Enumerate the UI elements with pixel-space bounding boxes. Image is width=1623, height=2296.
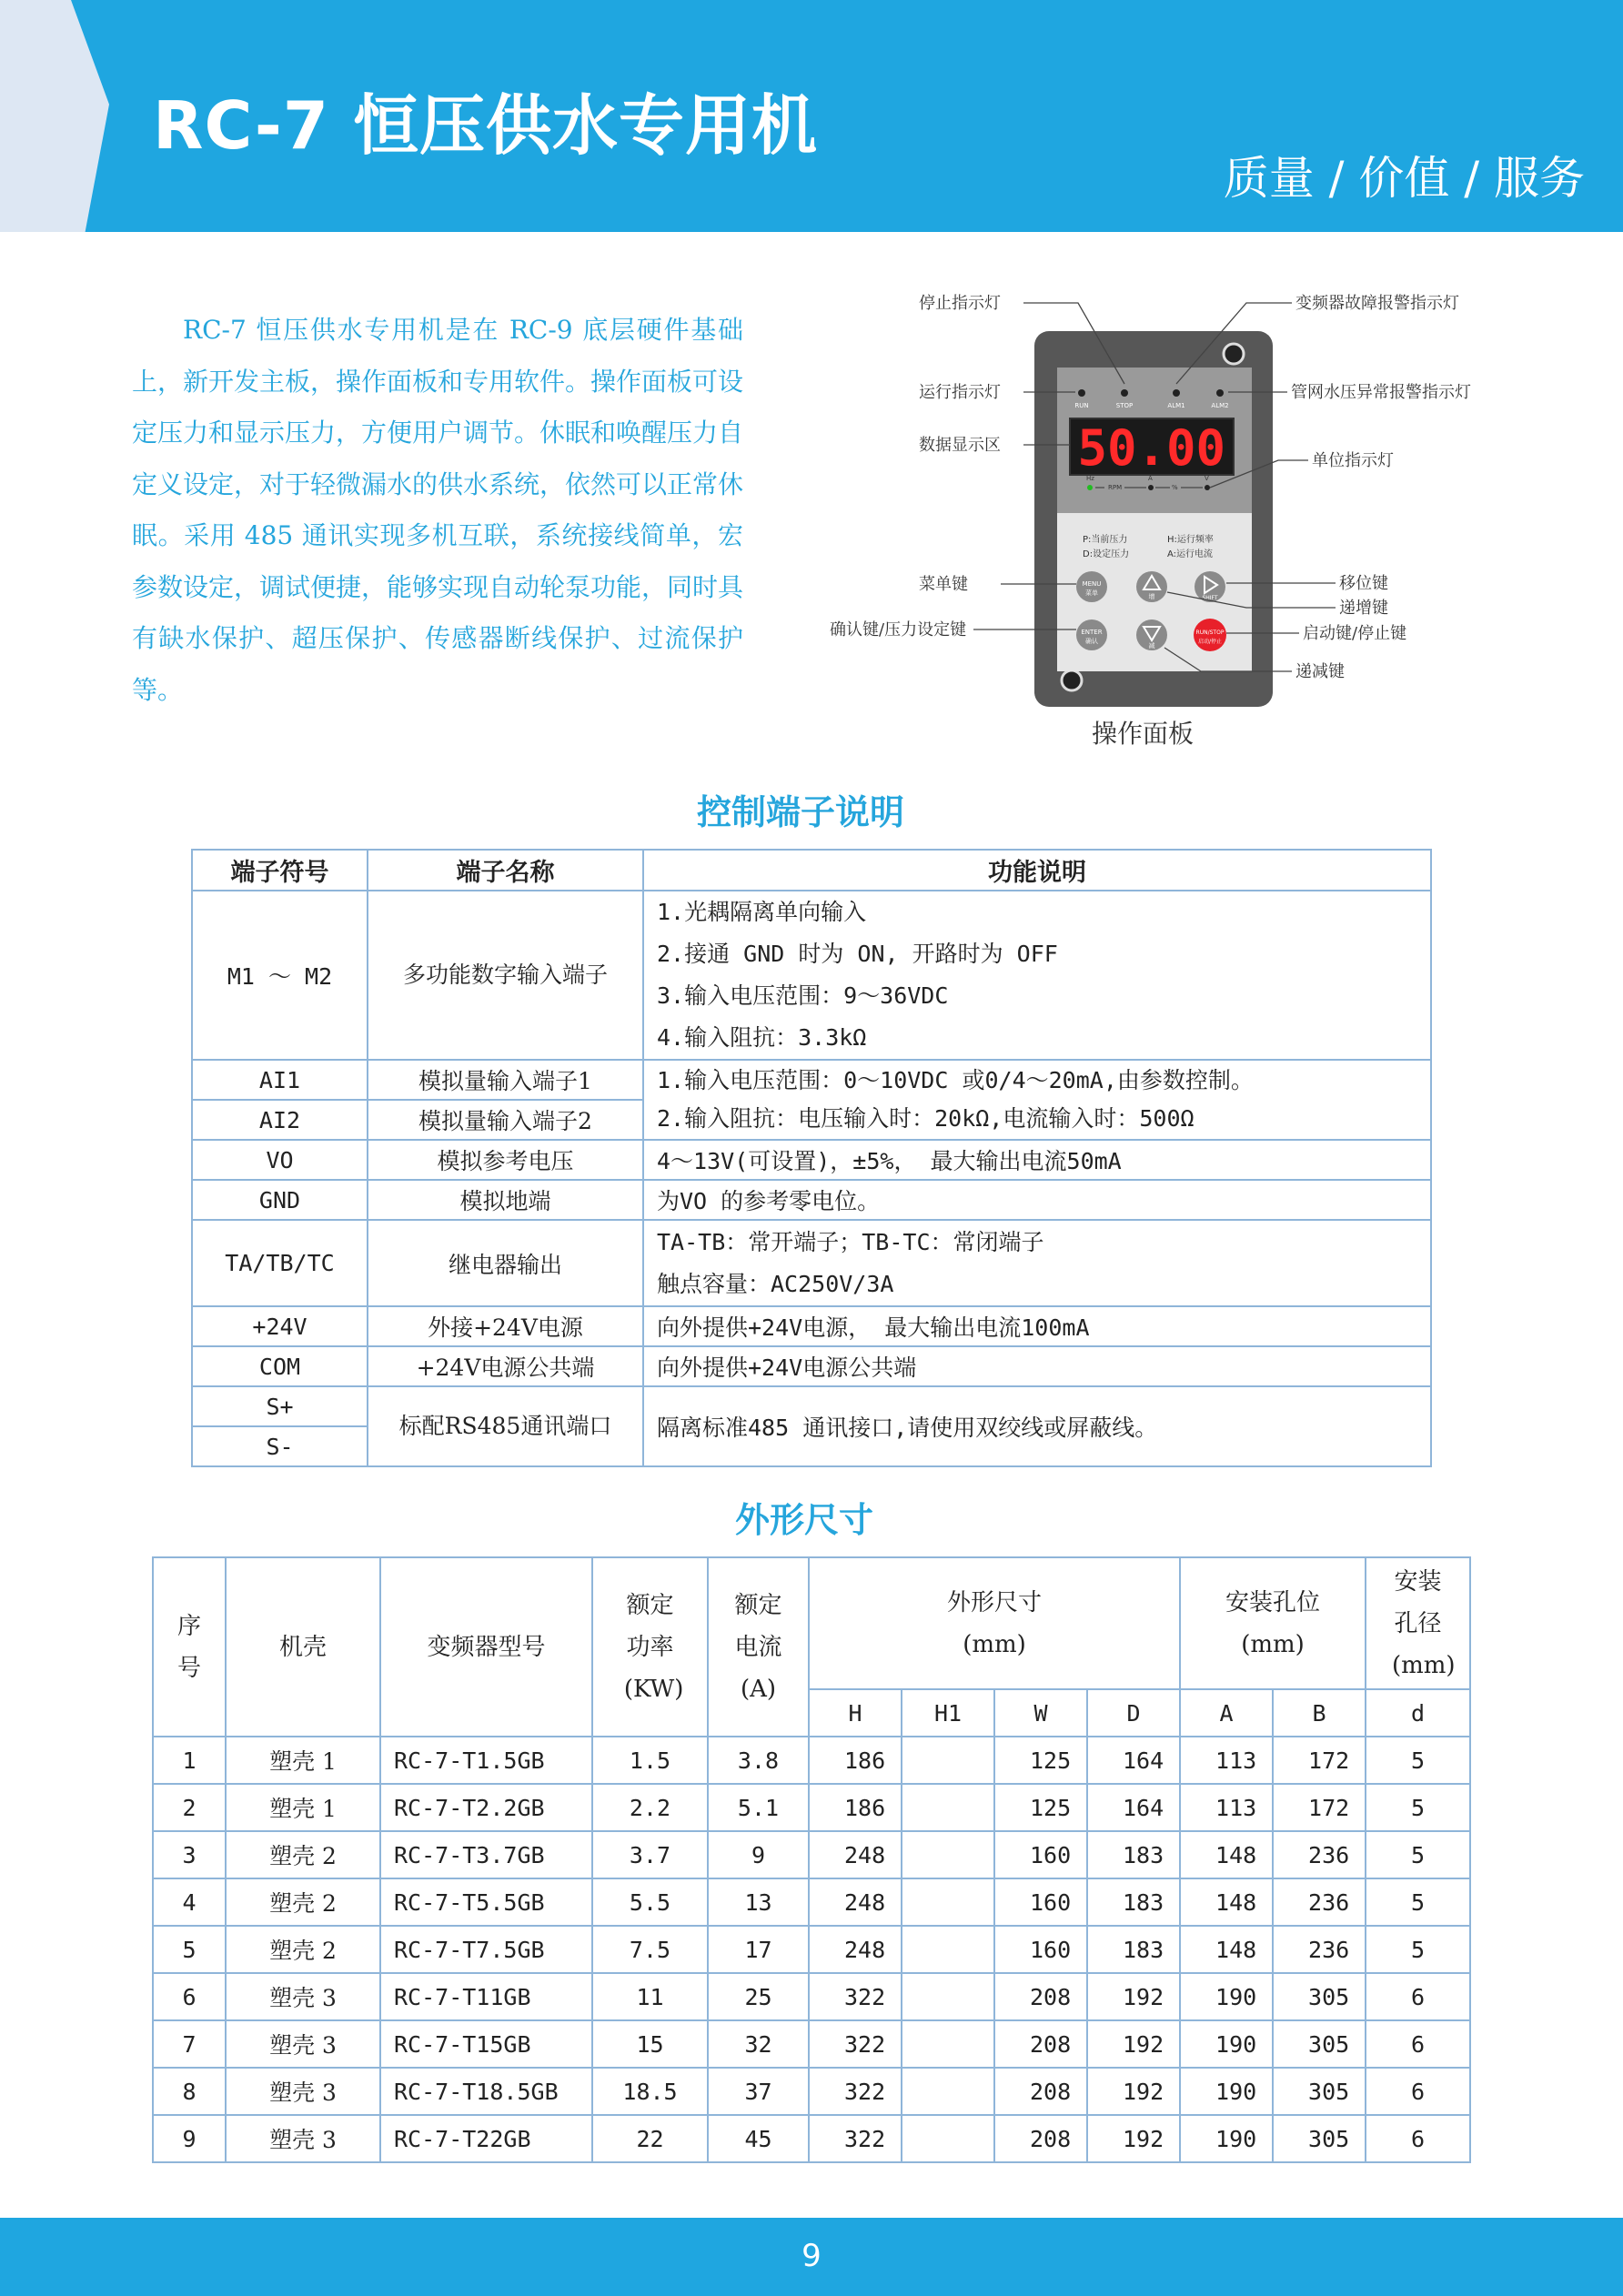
terminal-function — [643, 1220, 1431, 1306]
terminal-name: +24V电源公共端 — [368, 1346, 643, 1386]
column-header: H — [809, 1689, 902, 1737]
terminal-symbol: S- — [192, 1426, 368, 1466]
column-header: B — [1273, 1689, 1366, 1737]
svg-text:A:运行电流: A:运行电流 — [1167, 549, 1214, 559]
terminal-symbol: AI2 — [192, 1100, 368, 1140]
svg-text:D:设定压力: D:设定压力 — [1083, 549, 1130, 559]
table-row: 2 塑壳 1 RC-7-T2.2GB 2.2 5.1 186 125 164 113 172 5 — [153, 1784, 1470, 1831]
up-key — [1136, 571, 1167, 602]
alm1-light-icon — [1173, 389, 1180, 397]
indicator-label-stop: STOP — [1115, 402, 1134, 409]
function-line: 2.输入阻抗：电压输入时：20kΩ,电流输入时：500Ω — [657, 1105, 1195, 1132]
terminal-function: 向外提供+24V电源公共端 — [643, 1346, 1431, 1386]
callout-run-light: 运行指示灯 — [919, 383, 1001, 402]
terminal-symbol: M1 ～ M2 — [192, 891, 368, 1060]
operation-panel-figure — [819, 273, 1510, 764]
page-title: RC-7 恒压供水专用机 — [153, 87, 818, 164]
terminal-name: 模拟量输入端子2 — [368, 1100, 643, 1140]
table-row — [192, 1140, 1431, 1180]
terminal-name: 标配RS485通讯端口 — [368, 1386, 643, 1466]
table-row: 7 塑壳 3 RC-7-T15GB 15 32 322 208 192 190 305 6 — [153, 2020, 1470, 2068]
function-line: 触点容量：AC250V/3A — [657, 1270, 894, 1297]
header-tab-decoration — [0, 0, 109, 232]
svg-text:V: V — [1205, 475, 1209, 482]
dims-body — [153, 1737, 1470, 2162]
column-header: 额定电流(A) — [708, 1557, 809, 1737]
column-header: D — [1087, 1689, 1180, 1737]
svg-text:Hz: Hz — [1086, 475, 1094, 482]
terminal-function — [643, 891, 1431, 1060]
svg-text:减: 减 — [1148, 642, 1155, 650]
function-line: 3.输入电压范围：9～36VDC — [657, 982, 949, 1009]
column-header: 变频器型号 — [380, 1557, 592, 1737]
svg-text:启动/停止: 启动/停止 — [1197, 639, 1223, 645]
table-header-row — [192, 850, 1431, 891]
callout-unit-light: 单位指示灯 — [1312, 451, 1394, 470]
svg-text:增: 增 — [1148, 593, 1155, 600]
table-row — [192, 1220, 1431, 1306]
table-row — [192, 1386, 1431, 1426]
stop-light-icon — [1121, 389, 1128, 397]
indicator-label-alm2: ALM2 — [1211, 402, 1229, 409]
table-row: 9 塑壳 3 RC-7-T22GB 22 45 322 208 192 190 305 6 — [153, 2115, 1470, 2162]
dims-section-title: 外形尺寸 — [735, 1499, 874, 1540]
terminal-name: 模拟量输入端子1 — [368, 1060, 643, 1100]
intro-paragraph: RC-7 恒压供水专用机是在 RC-9 底层硬件基础上，新开发主板，操作面板和专用软件。操作面板可设定压力和显示压力，方便用户调节。休眠和唤醒压力自定义设定，对于轻微漏水的供水系统，依然可以正常休眠。采用 485 通讯实现多机互联，系统接线简单，宏参数设定，调试便捷，能够实现自动轮泵功能，同时具有缺水保护、超压保护、传感器断线保护、过流保护等。 — [132, 315, 744, 705]
table-row — [192, 1346, 1431, 1386]
callout-fault-alarm: 变频器故障报警指示灯 — [1295, 294, 1459, 313]
terminal-function: 向外提供+24V电源， 最大输出电流100mA — [643, 1306, 1431, 1346]
table-row: 5 塑壳 2 RC-7-T7.5GB 7.5 17 248 160 183 148 236 5 — [153, 1926, 1470, 1973]
svg-text:P:当前压力: P:当前压力 — [1083, 535, 1128, 545]
table-row — [192, 891, 1431, 1060]
run-light-icon — [1078, 389, 1085, 397]
function-line: 1.光耦隔离单向输入 — [657, 899, 867, 925]
terminal-symbol: TA/TB/TC — [192, 1220, 368, 1306]
column-header: 安装孔径(mm) — [1366, 1557, 1470, 1689]
callout-shift-key: 移位键 — [1339, 574, 1388, 593]
table-row: 4 塑壳 2 RC-7-T5.5GB 5.5 13 248 160 183 148 236 5 — [153, 1878, 1470, 1926]
terminal-symbol: S+ — [192, 1386, 368, 1426]
svg-text:H:运行频率: H:运行频率 — [1167, 535, 1214, 545]
column-header: d — [1366, 1689, 1470, 1737]
menu-key — [1076, 571, 1107, 602]
indicator-label-run: RUN — [1074, 402, 1089, 409]
table-row: 6 塑壳 3 RC-7-T11GB 11 25 322 208 192 190 305 6 — [153, 1973, 1470, 2020]
run-stop-key — [1194, 619, 1226, 651]
terminal-name: 多功能数字输入端子 — [368, 891, 643, 1060]
alm2-light-icon — [1216, 389, 1224, 397]
svg-text:RUN/STOP: RUN/STOP — [1195, 629, 1225, 636]
panel-screw-top — [1224, 344, 1244, 364]
terminal-symbol: GND — [192, 1180, 368, 1220]
page-number: 9 — [801, 2238, 822, 2274]
terminals-table — [191, 849, 1432, 1467]
callout-display-area: 数据显示区 — [919, 436, 1001, 455]
column-header: 功能说明 — [643, 850, 1431, 891]
panel-screw-bottom — [1062, 670, 1082, 690]
terminal-function: 4～13V(可设置)，±5%， 最大输出电流50mA — [643, 1140, 1431, 1180]
terminals-section-title: 控制端子说明 — [697, 791, 905, 832]
terminal-function: 为VO 的参考零电位。 — [643, 1180, 1431, 1220]
column-header: A — [1180, 1689, 1273, 1737]
enter-key — [1076, 619, 1107, 650]
table-row — [192, 1060, 1431, 1100]
column-header: W — [994, 1689, 1087, 1737]
column-header: 额定功率(KW) — [592, 1557, 708, 1737]
column-header: 安装孔位 (mm) — [1180, 1557, 1366, 1689]
callout-inc-key: 递增键 — [1339, 599, 1388, 618]
terminal-name: 模拟地端 — [368, 1180, 643, 1220]
svg-text:菜单: 菜单 — [1085, 589, 1098, 597]
header-slogan: 质量 / 价值 / 服务 — [1223, 152, 1585, 205]
column-header: 机壳 — [226, 1557, 380, 1737]
function-line: TA-TB：常开端子；TB-TC：常闭端子 — [657, 1228, 1044, 1255]
unit-light-a — [1148, 485, 1154, 490]
svg-text:确认: 确认 — [1085, 638, 1098, 645]
panel-caption: 操作面板 — [1092, 719, 1195, 749]
down-key — [1136, 619, 1167, 650]
page-footer — [0, 2218, 1623, 2296]
column-header: 外形尺寸 (mm) — [809, 1557, 1180, 1689]
column-header: 序号 — [153, 1557, 226, 1737]
terminal-function: 隔离标准485 通讯接口,请使用双绞线或屏蔽线。 — [643, 1386, 1431, 1466]
shift-key — [1195, 571, 1225, 602]
svg-text:RPM: RPM — [1108, 484, 1123, 491]
display-value: 50.00 — [1077, 419, 1225, 477]
column-header: H1 — [902, 1689, 994, 1737]
function-line: 2.接通 GND 时为 ON, 开路时为 OFF — [657, 941, 1058, 967]
column-header: 端子符号 — [192, 850, 368, 891]
table-header-row — [153, 1557, 1470, 1689]
function-line: 1.输入电压范围：0～10VDC 或0/4～20mA,由参数控制。 — [657, 1067, 1254, 1093]
svg-text:MENU: MENU — [1082, 580, 1102, 588]
terminal-symbol: +24V — [192, 1306, 368, 1346]
svg-text:SHIFT: SHIFT — [1202, 595, 1218, 601]
table-row — [192, 1180, 1431, 1220]
callout-start-stop-key: 启动键/停止键 — [1303, 624, 1407, 643]
svg-text:%: % — [1172, 484, 1178, 491]
svg-text:ENTER: ENTER — [1081, 629, 1103, 636]
terminal-symbol: COM — [192, 1346, 368, 1386]
callout-confirm-key: 确认键/压力设定键 — [830, 620, 967, 639]
table-row: 1 塑壳 1 RC-7-T1.5GB 1.5 3.8 186 125 164 113 172 5 — [153, 1737, 1470, 1784]
callout-dec-key: 递减键 — [1295, 662, 1345, 681]
callout-pressure-alarm: 管网水压异常报警指示灯 — [1291, 383, 1471, 402]
indicator-label-alm1: ALM1 — [1167, 402, 1185, 409]
unit-light-v — [1205, 485, 1210, 490]
function-line: 4.输入阻抗：3.3kΩ — [657, 1024, 867, 1051]
terminal-symbol: AI1 — [192, 1060, 368, 1100]
svg-text:A: A — [1148, 475, 1153, 482]
table-row — [192, 1306, 1431, 1346]
unit-light-hz — [1087, 485, 1093, 490]
column-header: 端子名称 — [368, 850, 643, 891]
dimensions-table — [152, 1556, 1471, 2163]
table-row: 8 塑壳 3 RC-7-T18.5GB 18.5 37 322 208 192 190 305 6 — [153, 2068, 1470, 2115]
table-row: 3 塑壳 2 RC-7-T3.7GB 3.7 9 248 160 183 148 236 5 — [153, 1831, 1470, 1878]
terminal-symbol: VO — [192, 1140, 368, 1180]
callout-menu-key: 菜单键 — [919, 575, 968, 594]
terminal-function — [643, 1060, 1431, 1140]
terminal-name: 外接+24V电源 — [368, 1306, 643, 1346]
page-header — [0, 0, 1623, 232]
callout-stop-light: 停止指示灯 — [919, 294, 1001, 313]
terminal-name: 模拟参考电压 — [368, 1140, 643, 1180]
terminal-name: 继电器输出 — [368, 1220, 643, 1306]
